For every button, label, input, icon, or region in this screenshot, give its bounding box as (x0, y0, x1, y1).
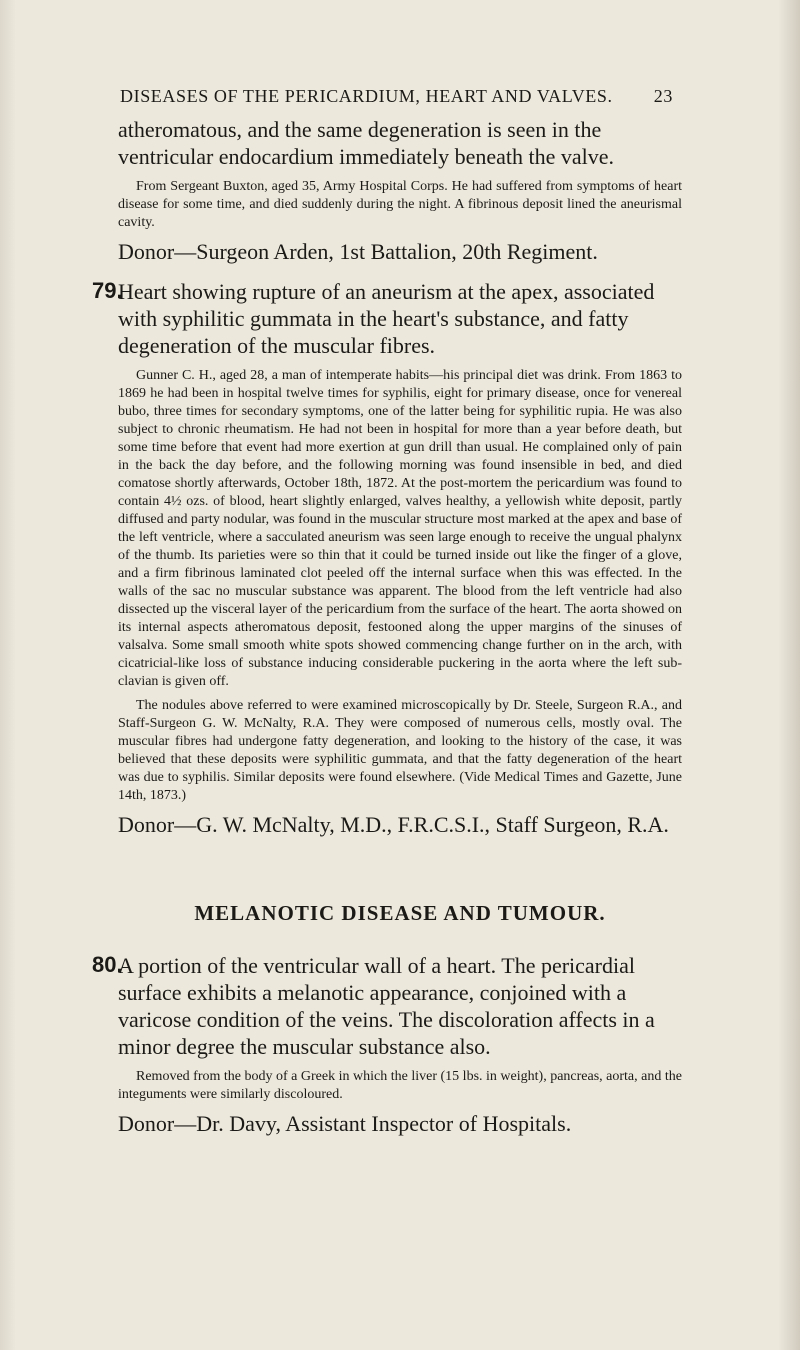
entry-donor: Donor—G. W. McNalty, M.D., F.R.C.S.I., Staff Surgeon, R.A. (118, 812, 669, 837)
specimen-entry-79 (92, 278, 682, 839)
entry-lead-text: A portion of the ventricular wall of a heart. The pericardial surface exhibits a melanotic appearance, conjoined with a varicose condition of the veins. The discoloration affects in a minor degree the muscular substance also. (118, 953, 655, 1059)
case-history-paragraph: Gunner C. H., aged 28, a man of intemperate habits—his principal diet was drink. From 1863 to 1869 he had been in hospital twelve times for syphilis, eight for primary disease, once for venereal bubo, three times for secondary symptoms, one of the latter being for syphilitic rupia. He was also subject to chronic rheumatism. He had not been in hospital for more than a year before death, but some time before that event had more exertion at gun drill than usual. He complained only of pain in the back the day before, and the following morning was found insensible in bed, and died comatose shortly afterwards, October 18th, 1872. At the post-mortem the pericardium was found to contain 4½ ozs. of blood, heart slightly enlarged, valves healthy, a yellowish white deposit, partly diffused and party nodular, was found in the muscular structure most marked at the apex and base of the left ventricle, where a sacculated aneurism was seen large enough to receive the ungual phalynx of the thumb. Its parieties were so thin that it could be turned inside out like the finger of a glove, and a firm fibrinous laminated clot peeled off the internal surface when this was effected. In the walls of the sac no muscular substance was apparent. The blood from the left ventricle had also dissected up the visceral layer of the pericardium from the surface of the heart. The aorta showed on its internal aspects atheromatous deposit, festooned along the upper margins of the sinuses of valsalva. Some small smooth white spots showed commencing change further on in the arch, with cicatricial-like loss of substance inducing considerable puckering in the aorta where the left sub-clavian is given off. (118, 368, 682, 689)
page-content (92, 116, 682, 1150)
page-number: 23 (653, 86, 673, 106)
entry-donor: Donor—Dr. Davy, Assistant Inspector of Hospitals. (118, 1111, 572, 1136)
intro-lead-text: atheromatous, and the same degeneration is seen in the ventricular endocardium immediately beneath the valve. (118, 117, 615, 169)
section-heading: MELANOTIC DISEASE AND TUMOUR. (194, 901, 606, 925)
running-head (120, 86, 673, 107)
running-head-title: DISEASES OF THE PERICARDIUM, HEART AND VALVES. (120, 86, 613, 106)
intro-donor: Donor—Surgeon Arden, 1st Battalion, 20th Regiment. (118, 239, 598, 264)
page-edge-shade (778, 0, 800, 1350)
microscopy-paragraph: The nodules above referred to were examined microscopically by Dr. Steele, Surgeon R.A., and Staff-Surgeon G. W. McNalty, R.A. They were composed of numerous cells, mostly oval. The muscular fibres had undergone fatty degeneration, and looking to the history of the case, it was believed that these deposits were syphilitic gummata, and that the fatty degeneration of the heart was due to syphilis. Similar deposits were found elsewhere. (Vide Medical Times and Gazette, June 14th, 1873.) (118, 698, 682, 803)
entry-lead-text: Heart showing rupture of an aneurism at the apex, associated with syphilitic gummata in the heart's substance, and fatty degeneration of the muscular fibres. (118, 279, 655, 358)
entry-number: 79. (92, 278, 123, 303)
case-note: Removed from the body of a Greek in which the liver (15 lbs. in weight), pancreas, aorta, and the integuments were similarly discoloured. (118, 1069, 682, 1102)
intro-case-note: From Sergeant Buxton, aged 35, Army Hospital Corps. He had suffered from symptoms of heart disease for some time, and died suddenly during the night. A fibrinous deposit lined the aneurismal cavity. (118, 179, 682, 230)
specimen-entry-80 (92, 952, 682, 1138)
page-gutter-shade (0, 0, 16, 1350)
entry-number: 80. (92, 952, 123, 977)
intro-block (118, 116, 682, 266)
